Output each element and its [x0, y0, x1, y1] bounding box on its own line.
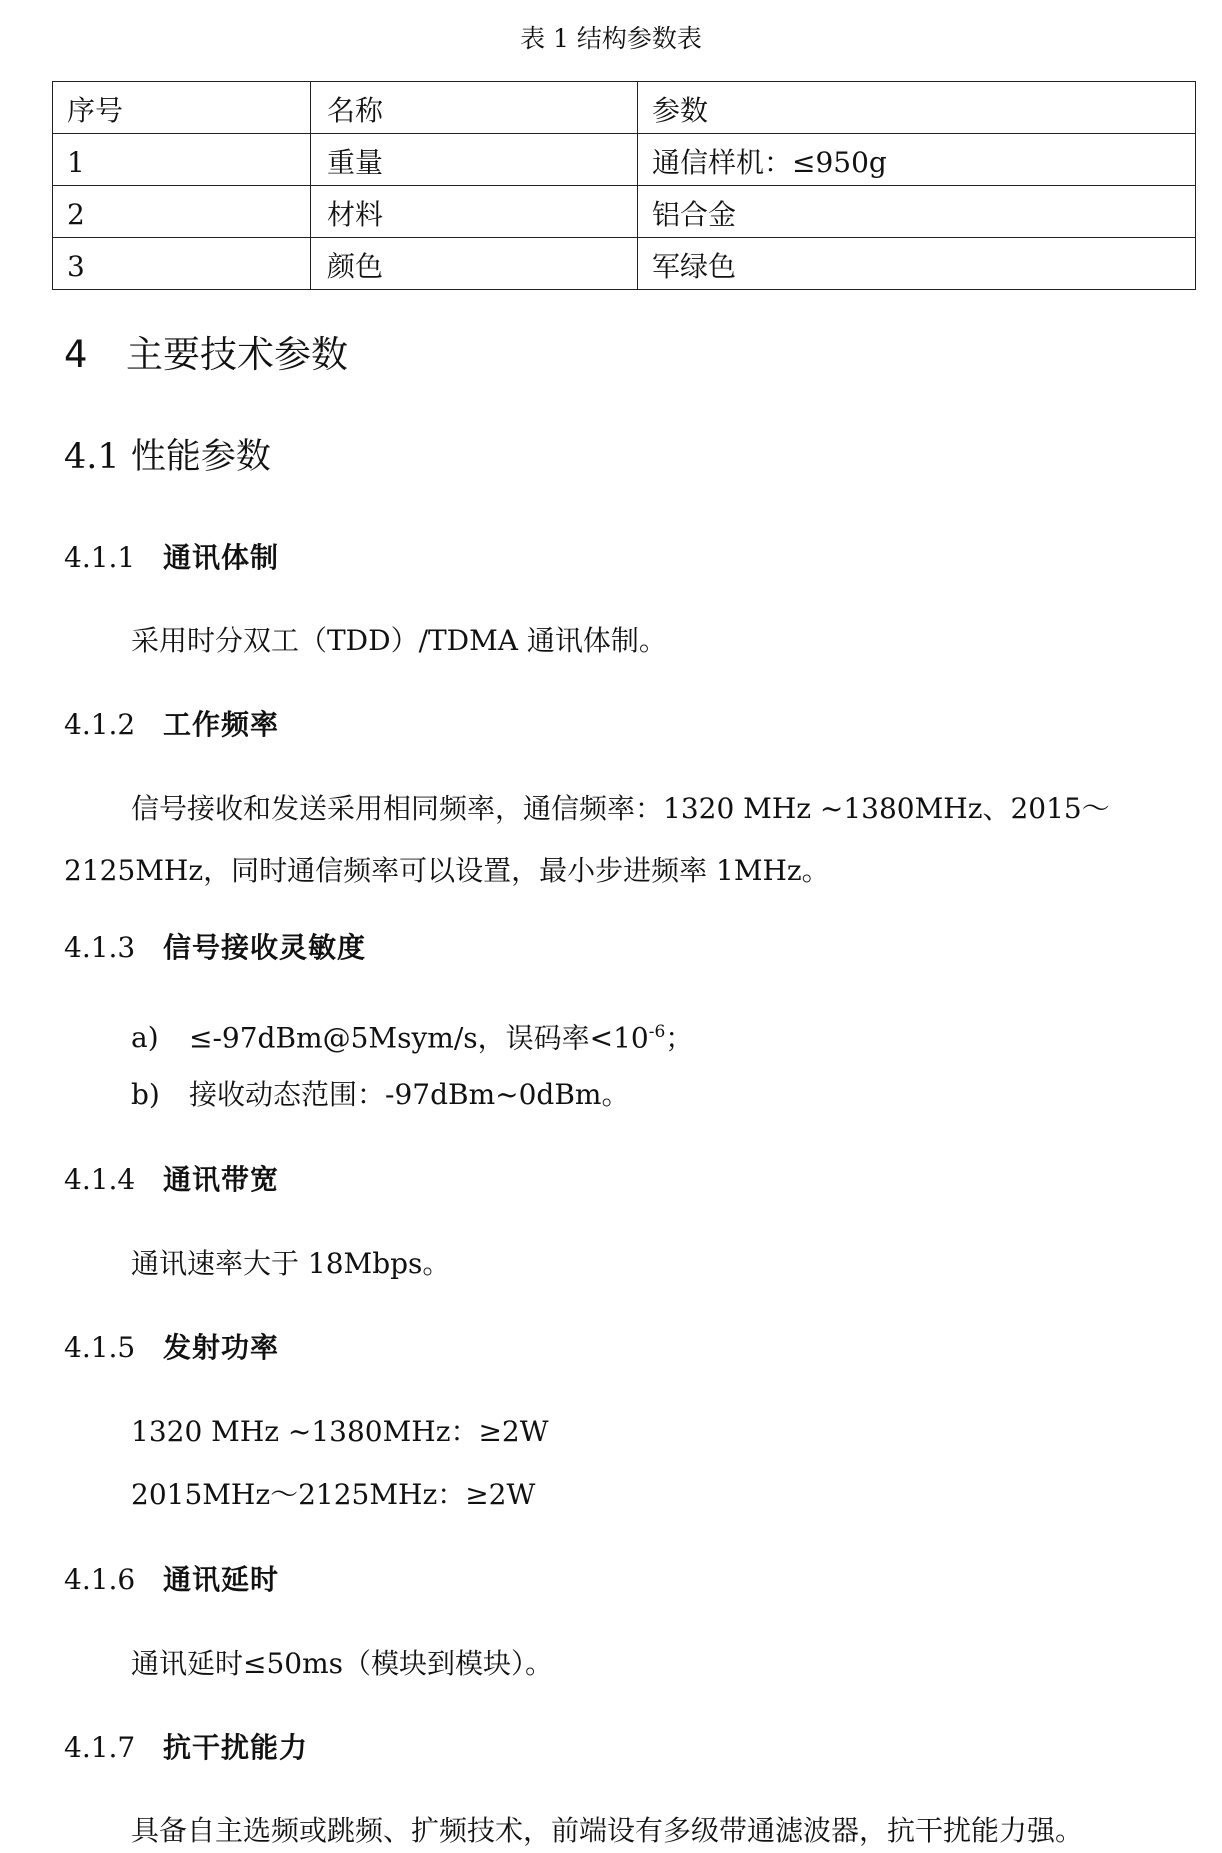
table-cell: 材料	[311, 186, 638, 238]
item-number: 4.1.4	[64, 1163, 136, 1196]
item-heading-4-1-3	[64, 928, 366, 968]
list-marker: a)	[131, 1021, 159, 1055]
item-number: 4.1.7	[64, 1731, 136, 1764]
superscript: -6	[648, 1022, 666, 1042]
item-heading-4-1-6	[64, 1560, 279, 1600]
table-cell: 通信样机：≤950g	[638, 134, 1196, 186]
item-title: 通讯带宽	[163, 1163, 280, 1196]
section-number: 4	[64, 333, 88, 376]
item-text-4-1-4: 通讯速率大于 18Mbps。	[131, 1247, 451, 1280]
item-heading-4-1-7	[64, 1728, 308, 1768]
item-title: 工作频率	[163, 708, 280, 741]
item-number: 4.1.6	[64, 1563, 136, 1596]
item-heading-4-1-5	[64, 1328, 279, 1368]
section-title: 主要技术参数	[126, 333, 348, 376]
list-text-end: ；	[665, 1021, 694, 1055]
list-item	[131, 1012, 693, 1058]
item-title: 通讯体制	[163, 541, 280, 574]
item-number: 4.1.5	[64, 1331, 136, 1364]
table-cell: 军绿色	[638, 238, 1196, 290]
item-title: 通讯延时	[163, 1563, 280, 1596]
item-text-4-1-1: 采用时分双工（TDD）/TDMA 通讯体制。	[131, 624, 667, 657]
list-item	[131, 1075, 629, 1115]
table-cell: 铝合金	[638, 186, 1196, 238]
item-text-4-1-2: 信号接收和发送采用相同频率，通信频率：1320 MHz ~1380MHz、2015～2125MHz，同时通信频率可以设置，最小步进频率 1MHz。	[64, 792, 1110, 887]
table-cell: 2	[53, 186, 311, 238]
item-title: 信号接收灵敏度	[163, 931, 367, 964]
table-header-cell: 序号	[53, 82, 311, 134]
item-heading-4-1-2	[64, 705, 279, 745]
subsection-heading	[64, 433, 271, 481]
table-header-cell: 参数	[638, 82, 1196, 134]
item-heading-4-1-1	[64, 538, 279, 578]
item-title: 发射功率	[163, 1331, 280, 1364]
table-caption: 表 1 结构参数表	[520, 24, 702, 53]
power-line: 2015MHz～2125MHz：≥2W	[131, 1478, 536, 1511]
table-cell: 1	[53, 134, 311, 186]
item-number: 4.1.1	[64, 541, 136, 574]
list-text: 接收动态范围：-97dBm~0dBm。	[189, 1078, 630, 1111]
item-number: 4.1.2	[64, 708, 136, 741]
table-row	[53, 186, 1196, 238]
list-marker: b)	[131, 1078, 160, 1111]
section-heading	[64, 330, 348, 380]
subsection-title: 性能参数	[130, 437, 271, 477]
item-text-4-1-7: 具备自主选频或跳频、扩频技术，前端设有多级带通滤波器，抗干扰能力强。	[131, 1814, 1084, 1847]
item-heading-4-1-4	[64, 1160, 279, 1200]
table-header-cell: 名称	[311, 82, 638, 134]
list-text: ≤-97dBm@5Msym/s，误码率<10	[189, 1021, 649, 1055]
table-cell: 3	[53, 238, 311, 290]
subsection-number: 4.1	[64, 437, 120, 477]
item-title: 抗干扰能力	[163, 1731, 309, 1764]
table-row	[53, 238, 1196, 290]
table-header-row	[53, 82, 1196, 134]
structure-parameter-table	[52, 81, 1196, 290]
power-line: 1320 MHz ~1380MHz：≥2W	[131, 1415, 549, 1448]
item-number: 4.1.3	[64, 931, 136, 964]
table-cell: 颜色	[311, 238, 638, 290]
table-cell: 重量	[311, 134, 638, 186]
item-text-4-1-6: 通讯延时≤50ms（模块到模块）。	[131, 1647, 554, 1680]
table-row	[53, 134, 1196, 186]
